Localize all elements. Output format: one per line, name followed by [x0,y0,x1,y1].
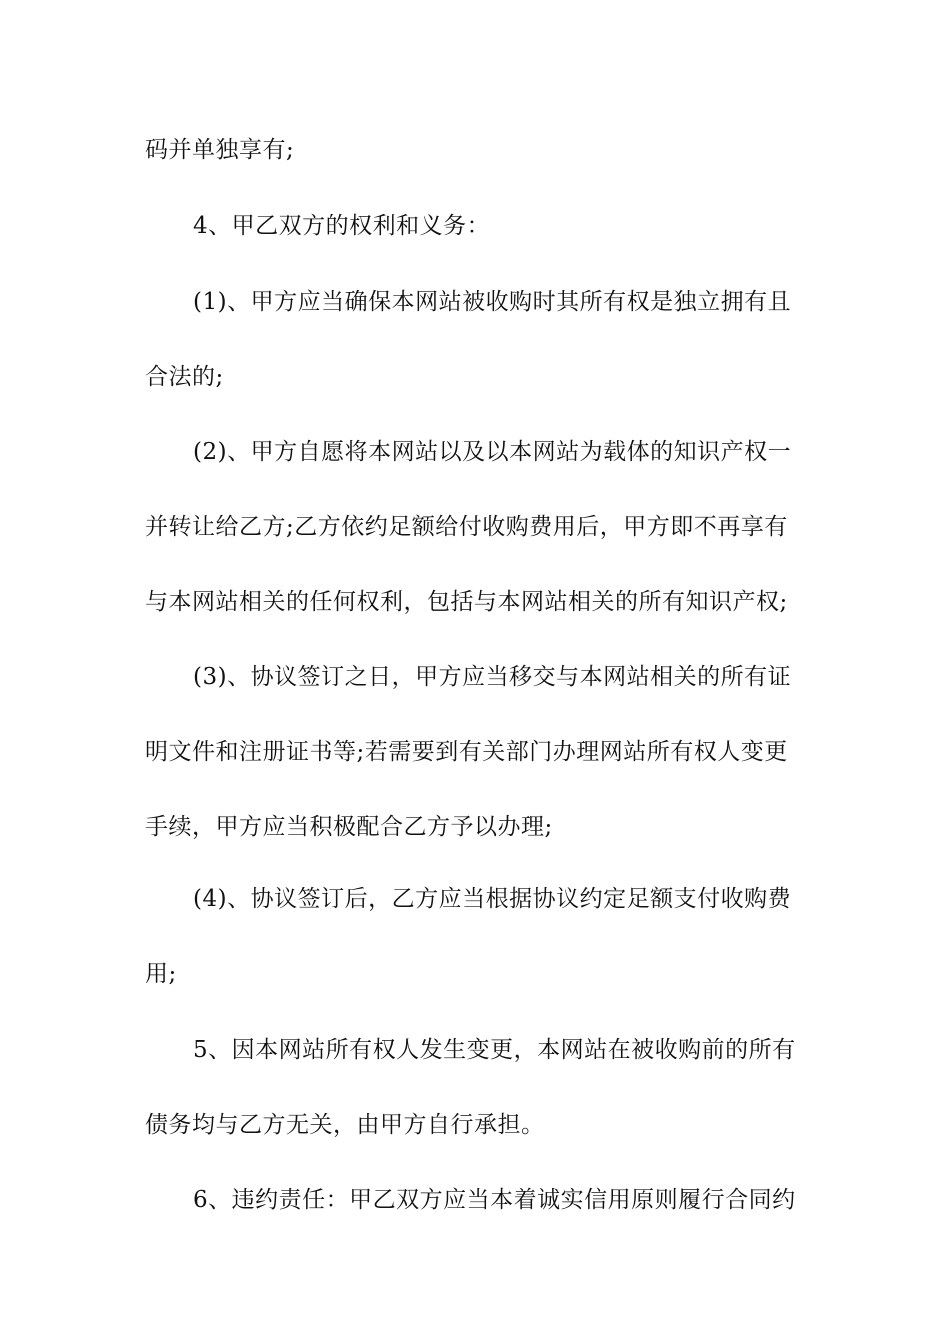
text-line: 并转让给乙方;乙方依约足额给付收购费用后，甲方即不再享有 [145,514,788,540]
text-line: 手续，甲方应当积极配合乙方予以办理; [145,814,553,840]
text-line: (1)、甲方应当确保本网站被收购时其所有权是独立拥有且 [193,289,792,315]
text-line: (3)、协议签订之日，甲方应当移交与本网站相关的所有证 [193,664,792,690]
text-line: 码并单独享有; [145,137,295,163]
text-line: 与本网站相关的任何权利，包括与本网站相关的所有知识产权; [145,589,788,615]
text-line: 合法的; [145,364,224,390]
text-line: 6、违约责任：甲乙双方应当本着诚实信用原则履行合同约 [193,1187,796,1213]
text-line: (4)、协议签订后，乙方应当根据协议约定足额支付收购费 [193,886,792,912]
text-line: 用; [145,961,177,987]
text-line: (2)、甲方自愿将本网站以及以本网站为载体的知识产权一 [193,439,792,465]
text-line: 4、甲乙双方的权利和义务： [193,213,491,239]
text-line: 5、因本网站所有权人发生变更，本网站在被收购前的所有 [193,1037,796,1063]
text-line: 明文件和注册证书等;若需要到有关部门办理网站所有权人变更 [145,739,788,765]
text-line: 债务均与乙方无关，由甲方自行承担。 [145,1112,545,1138]
